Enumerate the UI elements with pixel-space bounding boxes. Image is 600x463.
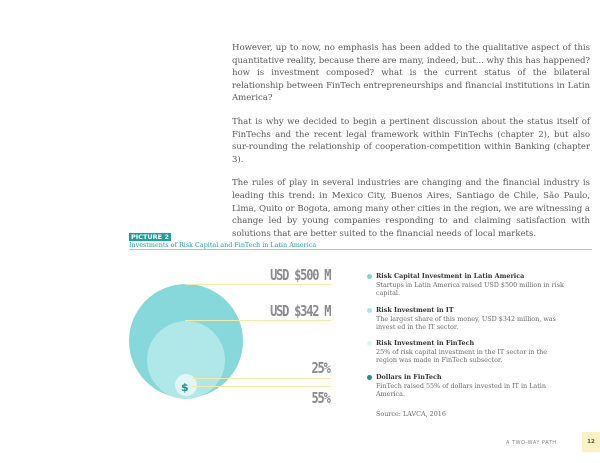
guide-line-342 bbox=[185, 320, 331, 321]
legend-item: Risk Investment in FinTech 25% of risk capital investment in the IT sector in the region was made in FinTech subsector. bbox=[367, 339, 567, 365]
figure-divider bbox=[129, 249, 592, 250]
legend-dot-icon bbox=[367, 341, 372, 346]
body-text bbox=[232, 42, 590, 251]
value-55pct: 55% bbox=[311, 389, 330, 407]
page-number: 12 bbox=[582, 432, 600, 452]
paragraph-2: That is why we decided to begin a pertinent discussion about the status itself of FinTechs and the recent legal framework within FinTechs (chapter 2), but also sur-rounding the relationship of cooperation-competition within Banking (chapter 3). bbox=[232, 116, 590, 165]
guide-line-25 bbox=[192, 378, 331, 379]
running-title: A TWO-WAY PATH bbox=[506, 440, 557, 446]
paragraph-1: However, up to now, no emphasis has been added to the qualitative aspect of this quantitative reality, because there are many, indeed, but... why this has happened? how is investment composed? what is the current status of the bilateral relationship between FinTech entrepreneurships and financial institutions in Latin America? bbox=[232, 43, 590, 104]
source-note: Source: LAVCA, 2016 bbox=[376, 410, 446, 418]
value-25pct: 25% bbox=[311, 359, 330, 377]
guide-line-500 bbox=[185, 284, 331, 285]
guide-line-55 bbox=[192, 386, 331, 387]
legend-dot-icon bbox=[367, 274, 372, 279]
legend-item: Risk Capital Investment in Latin America Startups in Latin America raised USD $500 million in risk capital. bbox=[367, 272, 567, 298]
legend-item: Risk Investment in IT The largest share of this money, USD $342 million, was invest ed in the IT sector. bbox=[367, 306, 567, 332]
value-500m: USD $500 M bbox=[269, 266, 330, 284]
figure-label: PICTURE 2 bbox=[131, 233, 169, 241]
dollar-icon: $ bbox=[181, 381, 189, 394]
figure-title: Investments of Risk Capital and FinTech in Latin America bbox=[129, 241, 317, 249]
legend-dot-icon bbox=[367, 308, 372, 313]
legend-item: Dollars in FinTech FinTech raised 55% of dollars invested in IT in Latin America. bbox=[367, 373, 567, 399]
value-342m: USD $342 M bbox=[269, 302, 330, 320]
paragraph-3: The rules of play in several industries are changing and the financial industry is leading this trend: in Mexico City, Buenos Aires, Santiago de Chile, São Paulo, Lima, Quito or Bogota, among many other cities in the region, we are witnessing a change led by young companies responding to and claiming satisfaction with solutions that are better suited to the financial needs of local markets. bbox=[232, 178, 590, 239]
legend-dot-icon bbox=[367, 375, 372, 380]
